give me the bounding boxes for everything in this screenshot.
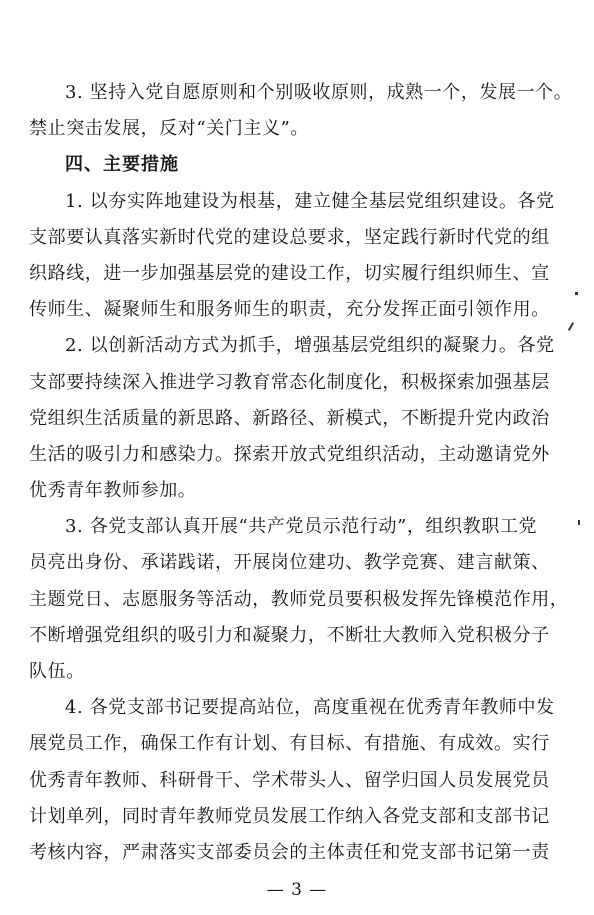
- text-line: 3. 坚持入党自愿原则和个别吸收原则，成熟一个，发展一个。: [65, 82, 573, 103]
- scan-speck: [575, 292, 578, 295]
- text-line: 不断增强党组织的吸引力和凝聚力，不断壮大教师入党积极分子: [29, 625, 550, 646]
- text-line: 优秀青年教师、科研骨干、学术带头人、留学归国人员发展党员: [29, 770, 550, 791]
- text-line: 考核内容，严肃落实支部委员会的主体责任和党支部书记第一责: [29, 842, 550, 863]
- text-line: 支部要持续深入推进学习教育常态化制度化，积极探索加强基层: [29, 372, 550, 393]
- text-line: 支部要认真落实新时代党的建设总要求，坚定践行新时代党的组: [29, 227, 550, 248]
- text-line: 禁止突击发展，反对“关门主义”。: [29, 118, 310, 139]
- text-line: 2. 以创新活动方式为抓手，增强基层党组织的凝聚力。各党: [65, 335, 555, 356]
- text-line: 3. 各党支部认真开展“共产党员示范行动”，组织教职工党: [65, 516, 538, 537]
- text-line: 员亮出身份、承诺践诺，开展岗位建功、教学竞赛、建言献策、: [29, 552, 550, 573]
- page-number: — 3 —: [266, 880, 328, 900]
- text-line: 优秀青年教师参加。: [29, 480, 197, 501]
- text-line: 1. 以夯实阵地建设为根基，建立健全基层党组织建设。各党: [65, 191, 555, 212]
- text-line: 4. 各党支部书记要提高站位，高度重视在优秀青年教师中发: [65, 697, 555, 718]
- text-line: 生活的吸引力和感染力。探索开放式党组织活动，主动邀请党外: [29, 444, 550, 465]
- scan-speck: [568, 322, 574, 331]
- scan-speck: [578, 520, 580, 525]
- text-line: 队伍。: [29, 661, 85, 682]
- text-line: 传师生、凝聚师生和服务师生的职责，充分发挥正面引领作用。: [29, 299, 550, 320]
- text-line: 主题党日、志愿服务等活动，教师党员要积极发挥先锋模范作用，: [29, 589, 569, 610]
- text-line: 织路线，进一步加强基层党的建设工作，切实履行组织师生、宣: [29, 263, 550, 284]
- text-line: 党组织生活质量的新思路、新路径、新模式，不断提升党内政治: [29, 408, 550, 429]
- section-heading: 四、主要措施: [65, 154, 179, 175]
- text-line: 展党员工作，确保工作有计划、有目标、有措施、有成效。实行: [29, 733, 550, 754]
- text-line: 计划单列，同时青年教师党员发展工作纳入各党支部和支部书记: [29, 806, 550, 827]
